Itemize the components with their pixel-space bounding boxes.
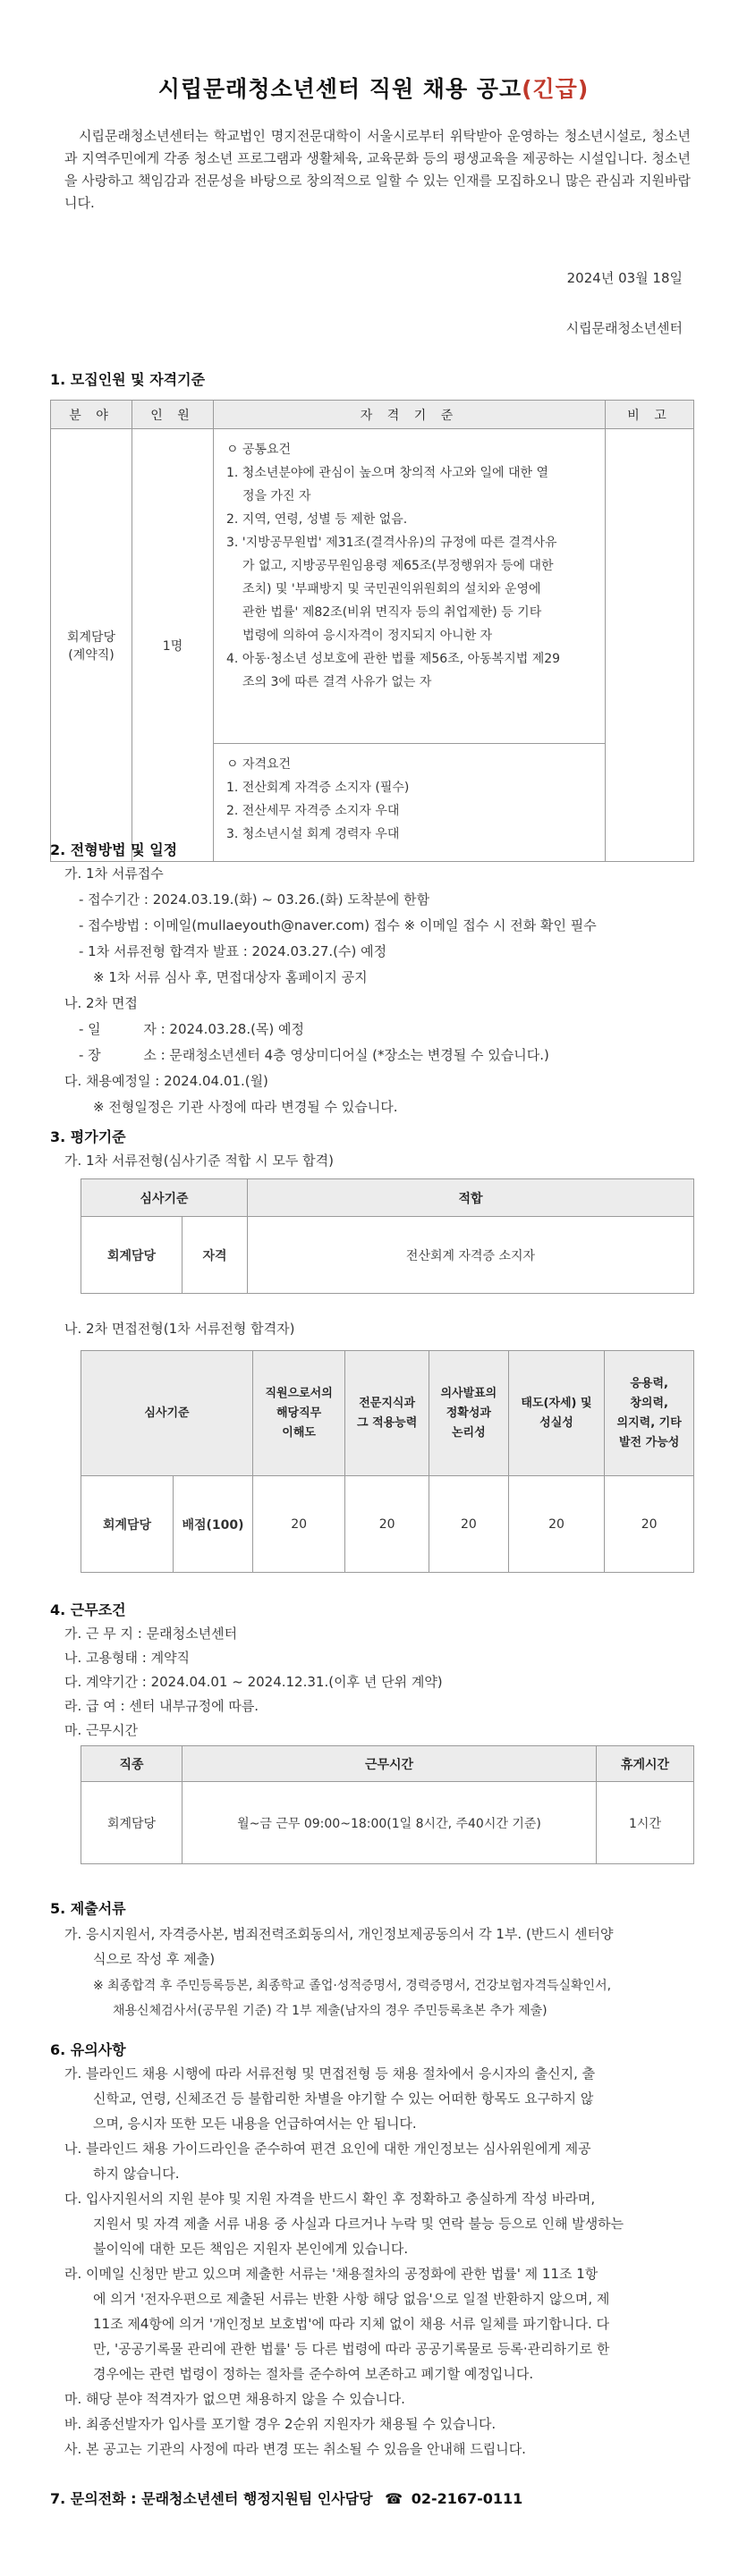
section-4-heading: 4. 근무조건 (50, 1601, 126, 1618)
criterion-1 (253, 1351, 345, 1476)
score-cell: 20 (508, 1476, 605, 1573)
schedule-line: 가. 1차 서류접수 (64, 866, 164, 882)
schedule-note: ※ 전형일정은 기관 사정에 따라 변경될 수 있습니다. (93, 1099, 398, 1115)
criterion-5 (605, 1351, 694, 1476)
criterion-3 (429, 1351, 509, 1476)
criterion-text: 해당직무 (276, 1406, 322, 1420)
header-remarks: 비 고 (606, 401, 694, 429)
schedule-line: - 접수방법 : 이메일(mullaeyouth@naver.com) 접수 ※ 이메일 접수 시 전화 확인 필수 (79, 917, 597, 933)
criterion-2 (345, 1351, 429, 1476)
notice-line: 하지 않습니다. (93, 2166, 180, 2182)
table-header-row (81, 1179, 694, 1217)
notice-line: 지원서 및 자격 제출 서류 내용 중 사실과 다르거나 누락 및 연락 불능 등으로 인해 발생하는 (93, 2216, 624, 2232)
page-title (0, 72, 747, 104)
job-cell: 회계담당 (81, 1782, 183, 1864)
total-score-cell: 배점(100) (174, 1476, 253, 1573)
notice-line: 가. 블라인드 채용 시행에 따라 서류전형 및 면접전형 등 채용 절차에서 응시자의 출신지, 출 (64, 2065, 596, 2082)
documents-line: 식으로 작성 후 제출) (93, 1951, 216, 1967)
contact-phone: 02-2167-0111 (411, 2490, 523, 2507)
notice-line: 만, '공공기록물 관리에 관한 법률' 등 다른 법령에 따라 공공기록물로 등록·관리하기로 한 (93, 2341, 610, 2357)
section-2-heading: 2. 전형방법 및 일정 (50, 841, 178, 858)
req-line: 3. '지방공무원법' 제31조(결격사유)의 규정에 따른 결격사유 (226, 536, 557, 550)
special-requirements (214, 744, 606, 862)
req-line: 3. 청소년시설 회계 경력자 우대 (226, 827, 400, 841)
criterion-text: 논리성 (452, 1425, 486, 1440)
condition-line: 마. 근무시간 (64, 1722, 138, 1738)
criterion-text: 의지력, 기타 (616, 1415, 682, 1430)
criterion-text: 성실성 (539, 1415, 573, 1430)
score-cell: 20 (253, 1476, 345, 1573)
score-cell: 20 (345, 1476, 429, 1573)
req-line: 조치) 및 '부패방지 및 국민권익위원회의 설치와 운영에 (242, 582, 541, 596)
table-row (51, 429, 694, 744)
count-cell: 1명 (132, 429, 214, 862)
header-criteria: 심사기준 (81, 1351, 253, 1476)
documents-note: ※ 최종합격 후 주민등록등본, 최종학교 졸업·성적증명서, 경력증명서, 건강보험자격득실확인서, (93, 1979, 612, 1993)
schedule-line: - 일 자 : 2024.03.28.(목) 예정 (79, 1021, 305, 1037)
req-line: 1. 전산회계 자격증 소지자 (필수) (226, 781, 410, 795)
schedule-line: - 접수기간 : 2024.03.19.(화) ~ 03.26.(화) 도착분에 한함 (79, 891, 430, 908)
criterion-text: 창의력, (630, 1396, 668, 1410)
req-line: 조의 3에 따른 결격 사유가 없는 자 (242, 675, 432, 689)
schedule-line: 나. 2차 면접 (64, 995, 138, 1011)
working-hours-table (81, 1745, 694, 1864)
schedule-line: - 1차 서류전형 합격자 발표 : 2024.03.27.(수) 예정 (79, 943, 387, 959)
criterion-text: 그 적용능력 (356, 1415, 418, 1430)
notice-date: 2024년 03월 18일 (566, 270, 683, 286)
req-line: 4. 아동·청소년 성보호에 관한 법률 제56조, 아동복지법 제29 (226, 652, 561, 666)
section-6-heading: 6. 유의사항 (50, 2041, 126, 2058)
schedule-line: - 장 소 : 문래청소년센터 4층 영상미디어실 (*장소는 변경될 수 있습니다.) (79, 1047, 549, 1063)
section-3-heading: 3. 평가기준 (50, 1128, 126, 1145)
section-7-contact (50, 2487, 522, 2508)
phone-icon: ☎ (385, 2490, 403, 2507)
header-criteria: 심사기준 (81, 1179, 248, 1217)
criterion-text: 발전 가능성 (619, 1435, 680, 1449)
condition-line: 나. 고용형태 : 계약직 (64, 1650, 191, 1666)
table-row (81, 1782, 694, 1864)
field-cell (51, 429, 132, 862)
notice-line: 불이익에 대한 모든 책임은 지원자 본인에게 있습니다. (93, 2241, 409, 2257)
general-requirements (214, 429, 606, 744)
intro-paragraph: 시립문래청소년센터는 학교법인 명지전문대학이 서울시로부터 위탁받아 운영하는 청소년시설로, 청소년과 지역주민에게 각종 청소년 프로그램과 생활체육, 교육문화 등의 평생교육을 제공하는 시설입니다. 청소년을 사랑하고 책임감과 전문성을 바탕으로 창의적으로 일할 수 있는 인재를 모집하오니 많은 관심과 지원바랍니다. (64, 128, 691, 211)
break-cell: 1시간 (597, 1782, 694, 1864)
notice-line: 마. 해당 분야 적격자가 없으면 채용하지 않을 수 있습니다. (64, 2391, 405, 2407)
condition-line: 다. 계약기간 : 2024.04.01 ~ 2024.12.31.(이후 년 단위 계약) (64, 1674, 443, 1690)
notice-line: 바. 최종선발자가 입사를 포기할 경우 2순위 지원자가 채용될 수 있습니다. (64, 2416, 497, 2432)
header-hours: 근무시간 (183, 1746, 597, 1782)
condition-line: 라. 급 여 : 센터 내부규정에 따름. (64, 1698, 259, 1714)
evaluation-sub-2: 나. 2차 면접전형(1차 서류전형 합격자) (64, 1321, 295, 1337)
req-line: 법령에 의하여 응시자격이 정지되지 아니한 자 (242, 629, 493, 643)
notice-organization: 시립문래청소년센터 (565, 320, 683, 336)
documents-line: 가. 응시지원서, 자격증사본, 범죄전력조회동의서, 개인정보제공동의서 각 1부. (반드시 센터양 (64, 1926, 614, 1942)
section-5-heading: 5. 제출서류 (50, 1900, 126, 1917)
table-header-row (81, 1746, 694, 1782)
table-row (81, 1476, 694, 1573)
score-cell: 20 (429, 1476, 509, 1573)
req-line: 2. 전산세무 자격증 소지자 우대 (226, 804, 400, 818)
criterion-text: 정확성과 (446, 1406, 491, 1420)
field-cell: 회계담당 (81, 1476, 174, 1573)
req-line: 정을 가진 자 (242, 489, 311, 503)
schedule-note: ※ 1차 서류 심사 후, 면접대상자 홈페이지 공지 (93, 969, 368, 985)
header-pass: 적합 (248, 1179, 694, 1217)
notice-line: 으며, 응시자 또한 모든 내용을 언급하여서는 안 됩니다. (93, 2116, 417, 2132)
header-count: 인 원 (132, 401, 214, 429)
criterion-text: 직원으로서의 (265, 1386, 333, 1400)
evaluation-sub-1: 가. 1차 서류전형(심사기준 적합 시 모두 합격) (64, 1153, 334, 1169)
title-text: 시립문래청소년센터 직원 채용 공고 (157, 76, 522, 102)
notice-line: 다. 입사지원서의 지원 분야 및 지원 자격을 반드시 확인 후 정확하고 충실하게 작성 바라며, (64, 2191, 596, 2207)
notice-line: 사. 본 공고는 기관의 사정에 따라 변경 또는 취소될 수 있음을 안내해 드립니다. (64, 2441, 526, 2457)
score-cell: 20 (605, 1476, 694, 1573)
notice-line: 경우에는 관련 법령이 정하는 절차를 준수하여 보존하고 폐기할 예정입니다. (93, 2366, 534, 2382)
criterion-text: 전문지식과 (359, 1396, 416, 1410)
urgent-badge: (긴급) (522, 76, 590, 102)
table-row (81, 1217, 694, 1294)
req-line: 2. 지역, 연령, 성별 등 제한 없음. (226, 512, 408, 527)
field-cell: 회계담당 (81, 1217, 183, 1294)
table-header-row (81, 1351, 694, 1476)
remarks-cell (606, 429, 694, 862)
req-line: 가 없고, 지방공무원임용령 제65조(부정행위자 등에 대한 (242, 559, 554, 573)
schedule-line: 다. 채용예정일 : 2024.04.01.(월) (64, 1073, 268, 1089)
notice-line: 신학교, 연령, 신체조건 등 불합리한 차별을 야기할 수 있는 어떠한 항목도 요구하지 않 (93, 2090, 594, 2107)
criterion-text: 의사발표의 (440, 1386, 497, 1400)
header-break: 휴게시간 (597, 1746, 694, 1782)
notice-line: 라. 이메일 신청만 받고 있으며 제출한 서류는 '채용절차의 공정화에 관한 법률' 제 11조 1항 (64, 2266, 598, 2282)
contact-label: 7. 문의전화 : 문래청소년센터 행정지원팀 인사담당 (50, 2490, 373, 2507)
condition-line: 가. 근 무 지 : 문래청소년센터 (64, 1626, 238, 1642)
header-criteria: 자 격 기 준 (214, 401, 606, 429)
interview-table (81, 1350, 694, 1573)
req-line: 1. 청소년분야에 관심이 높으며 창의적 사고와 일에 대한 열 (226, 466, 549, 480)
notice-line: 나. 블라인드 채용 가이드라인을 준수하여 편견 요인에 대한 개인정보는 심사위원에게 제공 (64, 2141, 591, 2157)
header-job: 직종 (81, 1746, 183, 1782)
field-type: (계약직) (68, 647, 115, 663)
section-1-heading: 1. 모집인원 및 자격기준 (50, 371, 206, 388)
header-field: 분 야 (51, 401, 132, 429)
qualification-table (50, 400, 694, 862)
table-header-row (51, 401, 694, 429)
req-line: ㅇ 공통요건 (226, 443, 292, 457)
req-line: 관한 법률' 제82조(비위 면직자 등의 취업제한) 등 기타 (242, 605, 542, 620)
requirement-cell: 전산회계 자격증 소지자 (248, 1217, 694, 1294)
criterion-4 (508, 1351, 605, 1476)
notice-line: 에 의거 '전자우편으로 제출된 서류는 반환 사항 해당 없음'으로 일절 반환하지 않으며, 제 (93, 2291, 610, 2307)
hours-cell: 월~금 근무 09:00~18:00(1일 8시간, 주40시간 기준) (183, 1782, 597, 1864)
type-cell: 자격 (183, 1217, 248, 1294)
criterion-text: 태도(자세) 및 (521, 1396, 592, 1410)
req-line: ㅇ 자격요건 (226, 757, 292, 772)
field-name: 회계담당 (66, 629, 116, 645)
criterion-text: 응용력, (630, 1376, 668, 1390)
document-screening-table (81, 1178, 694, 1294)
notice-line: 11조 제4항에 의거 '개인정보 보호법'에 따라 지체 없이 채용 서류 일체를 파기합니다. 다 (93, 2316, 610, 2332)
documents-note: 채용신체검사서(공무원 기준) 각 1부 제출(남자의 경우 주민등록초본 추가 제출) (113, 2004, 548, 2018)
criterion-text: 이해도 (282, 1425, 316, 1440)
